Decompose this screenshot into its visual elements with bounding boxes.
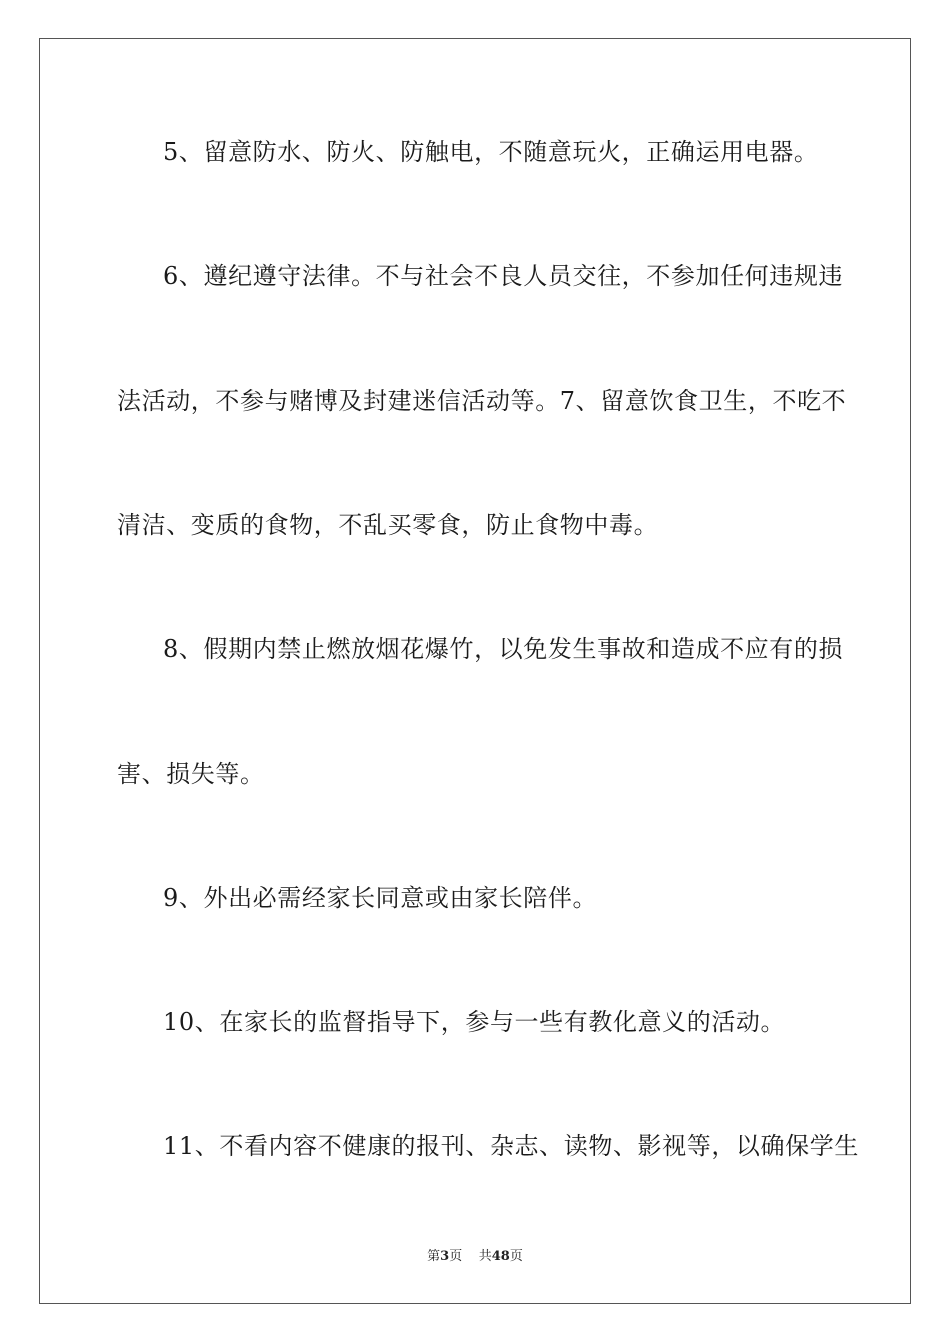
- paragraph-line: 清洁、变质的食物，不乱买零食，防止食物中毒。: [117, 511, 659, 539]
- paragraph-line: 9、外出必需经家长同意或由家长陪伴。: [163, 884, 598, 912]
- total-prefix: 共: [478, 1249, 492, 1264]
- page-prefix: 第: [427, 1249, 441, 1264]
- paragraph-line: 6、遵纪遵守法律。不与社会不良人员交往，不参加任何违规违: [163, 262, 844, 290]
- page-suffix: 页: [449, 1249, 463, 1264]
- paragraph-line: 10、在家长的监督指导下，参与一些有教化意义的活动。: [163, 1008, 786, 1036]
- paragraph-line: 8、假期内禁止燃放烟花爆竹，以免发生事故和造成不应有的损: [163, 635, 844, 663]
- current-page-number: 3: [440, 1249, 450, 1264]
- page-border: [39, 38, 911, 1304]
- paragraph-line: 11、不看内容不健康的报刊、杂志、读物、影视等，以确保学生: [163, 1132, 859, 1160]
- total-suffix: 页: [509, 1249, 523, 1264]
- total-pages-number: 48: [491, 1249, 510, 1264]
- paragraph-line: 法活动，不参与赌博及封建迷信活动等。7、留意饮食卫生，不吃不: [117, 387, 847, 415]
- page-footer: [0, 1248, 950, 1266]
- paragraph-line: 5、留意防水、防火、防触电，不随意玩火，正确运用电器。: [163, 138, 819, 166]
- paragraph-line: 害、损失等。: [117, 760, 265, 788]
